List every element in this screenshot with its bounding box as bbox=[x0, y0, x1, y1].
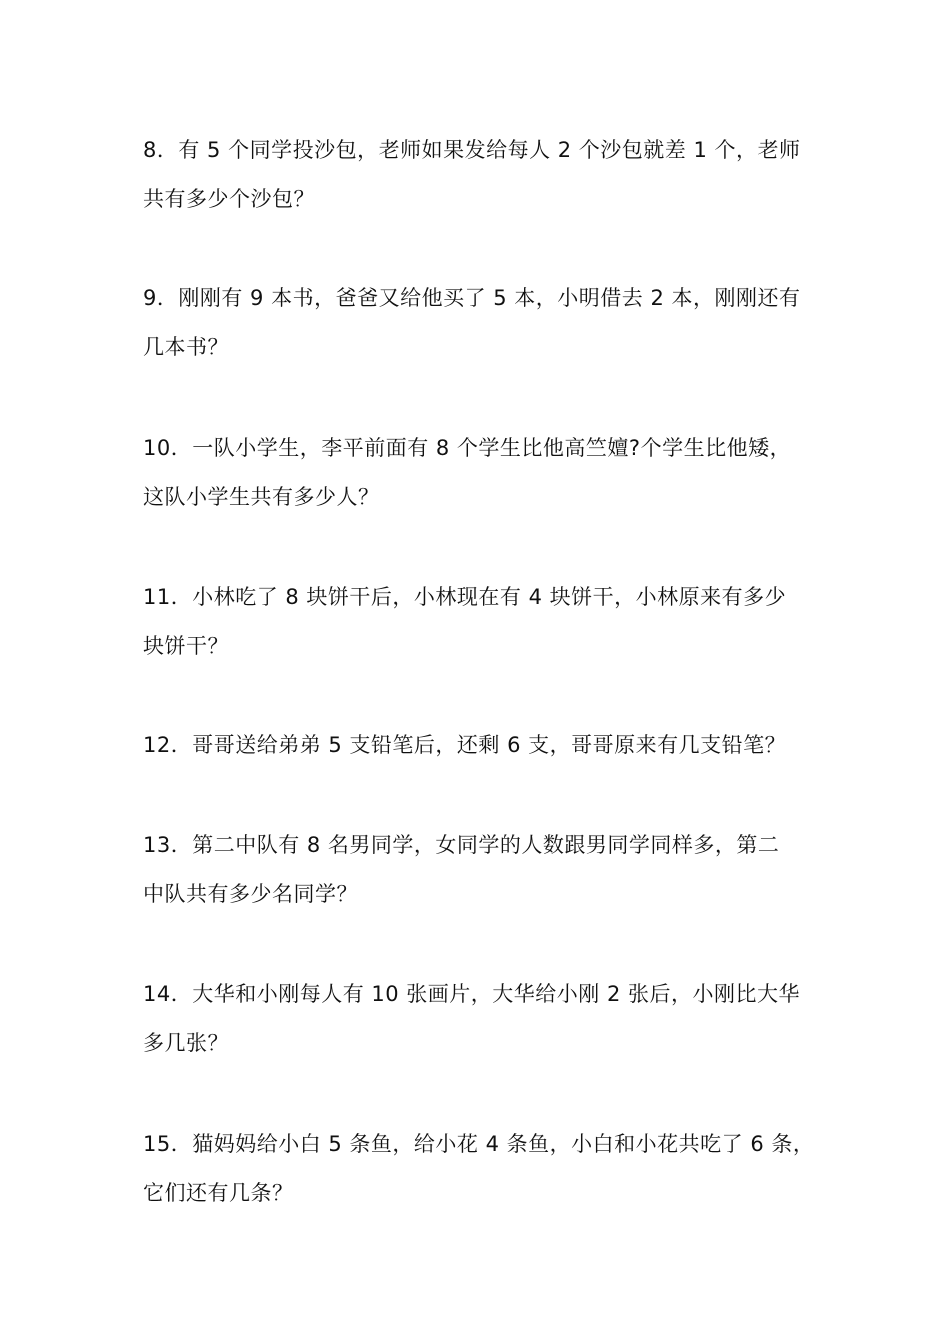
question-15-line-1: 15．猫妈妈给小白 5 条鱼，给小花 4 条鱼，小白和小花共吃了 6 条， bbox=[143, 1132, 815, 1156]
question-8-line-1: 8．有 5 个同学投沙包，老师如果发给每人 2 个沙包就差 1 个，老师 bbox=[143, 138, 801, 162]
question-9 bbox=[143, 274, 818, 372]
question-8 bbox=[143, 126, 818, 224]
question-12-line-1: 12．哥哥送给弟弟 5 支铅笔后，还剩 6 支，哥哥原来有几支铅笔？ bbox=[143, 733, 787, 757]
question-15-line-2: 它们还有几条？ bbox=[143, 1181, 294, 1205]
question-13-line-1: 13．第二中队有 8 名男同学，女同学的人数跟男同学同样多，第二 bbox=[143, 833, 780, 857]
question-12 bbox=[143, 721, 818, 770]
question-14-line-2: 多几张？ bbox=[143, 1031, 229, 1055]
question-13-line-2: 中队共有多少名同学？ bbox=[143, 882, 358, 906]
question-14 bbox=[143, 970, 818, 1068]
question-13 bbox=[143, 821, 818, 919]
question-11-line-1: 11．小林吃了 8 块饼干后，小林现在有 4 块饼干，小林原来有多少 bbox=[143, 585, 787, 609]
question-9-line-1: 9．刚刚有 9 本书，爸爸又给他买了 5 本，小明借去 2 本，刚刚还有 bbox=[143, 286, 801, 310]
question-8-line-2: 共有多少个沙包？ bbox=[143, 187, 315, 211]
question-10 bbox=[143, 424, 818, 522]
question-11-line-2: 块饼干？ bbox=[143, 634, 229, 658]
question-9-line-2: 几本书？ bbox=[143, 335, 229, 359]
question-15 bbox=[143, 1120, 818, 1218]
question-14-line-1: 14．大华和小刚每人有 10 张画片，大华给小刚 2 张后，小刚比大华 bbox=[143, 982, 801, 1006]
question-10-line-1: 10．一队小学生，李平前面有 8 个学生比他高竺嬗?个学生比他矮， bbox=[143, 436, 792, 460]
question-11 bbox=[143, 573, 818, 671]
question-10-line-2: 这队小学生共有多少人？ bbox=[143, 485, 380, 509]
